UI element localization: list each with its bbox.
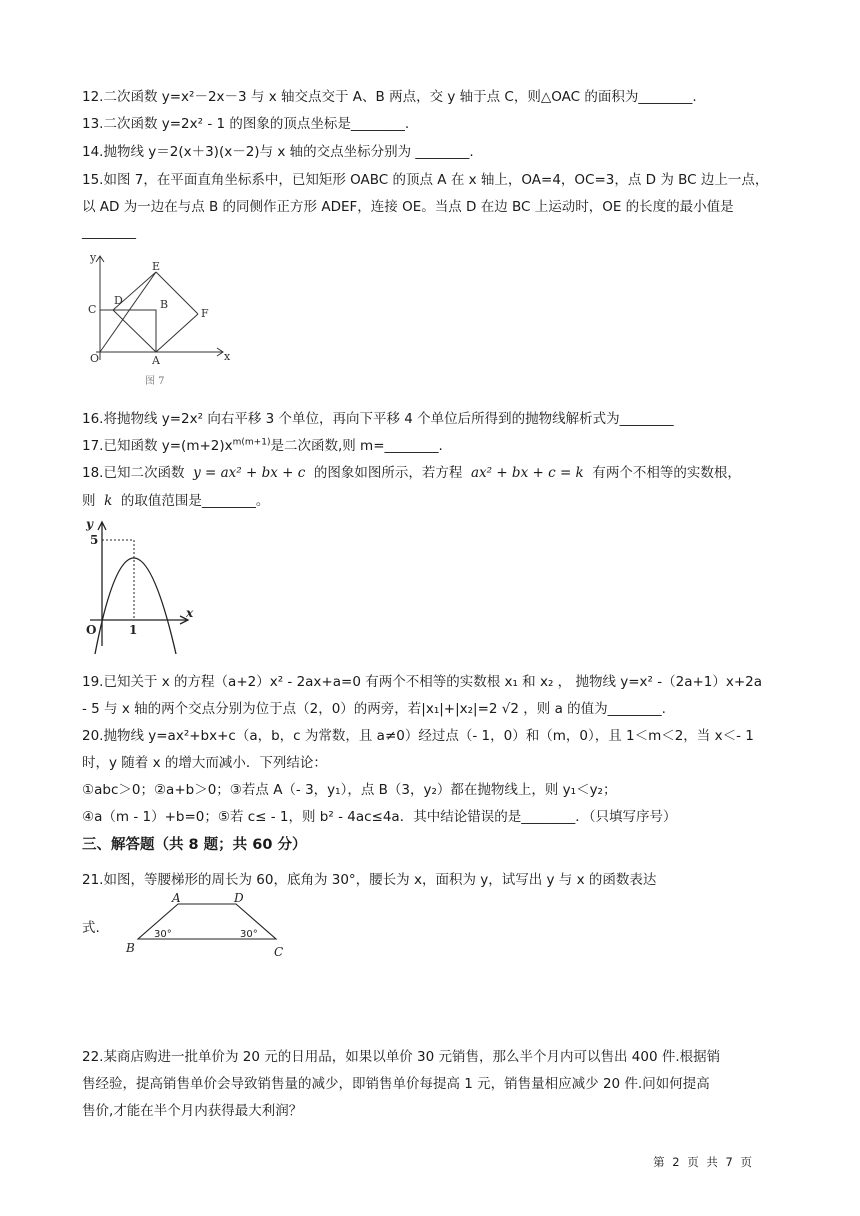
question-12: 12.二次函数 y=x²－2x－3 与 x 轴交点交于 A、B 两点，交 y 轴于点 C，则△OAC 的面积为________. (82, 89, 697, 105)
q18-line2-b: 的取值范围是________。 (120, 493, 270, 509)
fig21-d-label: D (234, 892, 244, 905)
fig7-e-label: E (152, 260, 161, 273)
question-20-line-4: ④a（m ‑ 1）+b=0；⑤若 c≤ ‑ 1，则 b² ‑ 4ac≤4a．其中结论错误的是________．（只填写序号） (82, 809, 677, 825)
fig7-b-label: B (160, 298, 169, 311)
q18-text-b: 的图象如图所示，若方程 (313, 465, 463, 481)
q18-equation-2: ax² + bx + c = k (470, 465, 584, 481)
page-footer: 第 2 页 共 7 页 (653, 1155, 754, 1169)
question-15-line-1: 15.如图 7，在平面直角坐标系中，已知矩形 OABC 的顶点 A 在 x 轴上，OA=4，OC=3，点 D 为 BC 边上一点， (82, 172, 769, 188)
fig7-o-label: O (90, 352, 100, 365)
question-16: 16.将抛物线 y=2x² 向右平移 3 个单位，再向下平移 4 个单位后所得到的抛物线解析式为________ (82, 411, 674, 427)
section-3-heading: 三、解答题（共 8 题；共 60 分） (82, 837, 307, 853)
fig18-one-label: 1 (129, 623, 138, 637)
question-20-line-2: 时，y 随着 x 的增大而减小．下列结论： (82, 755, 327, 771)
question-20-line-3: ①abc＞0；②a+b＞0；③若点 A（‑ 3，y₁），点 B（3，y₂）都在抛物线上，则 y₁＜y₂； (82, 782, 617, 798)
question-20-line-1: 20.抛物线 y=ax²+bx+c（a，b，c 为常数，且 a≠0）经过点（‑ 1，0）和（m，0），且 1＜m＜2，当 x＜‑ 1 (82, 728, 754, 744)
question-22-line-1: 22.某商店购进一批单价为 20 元的日用品，如果以单价 30 元销售，那么半个月内可以售出 400 件.根据销 (82, 1049, 721, 1065)
fig18-five-label: 5 (90, 533, 99, 547)
fig21-angle-left: 30° (154, 929, 172, 940)
q18-text-c: 有两个不相等的实数根， (592, 465, 741, 481)
fig7-f-label: F (201, 307, 209, 320)
q17-exponent: m(m+1) (232, 437, 271, 448)
question-18-line-1 (82, 463, 741, 483)
fig7-x-label: x (224, 350, 231, 363)
figure-7 (78, 248, 238, 388)
question-21-line-2: 式. (82, 920, 100, 936)
fig7-caption: 图 7 (145, 376, 165, 387)
q18-line2-a: 则 (82, 493, 96, 509)
figure-18-parabola (80, 514, 200, 656)
question-19-line-2: ‑ 5 与 x 轴的两个交点分别为位于点（2，0）的两旁，若|x₁|+|x₂|=2 √2 ，则 a 的值为________. (82, 701, 666, 717)
question-15-line-2: 以 AD 为一边在与点 B 的同侧作正方形 ADEF，连接 OE。当点 D 在边 BC 上运动时，OE 的长度的最小值是 (82, 199, 734, 215)
fig7-d-label: D (114, 294, 123, 307)
fig18-x-label: x (186, 606, 194, 620)
question-22-line-2: 售经验，提高销售单价会导致销售量的减少，即销售单价每提高 1 元，销售量相应减少 20 件.问如何提高 (82, 1076, 710, 1092)
q18-k: k (104, 493, 113, 509)
question-17 (82, 436, 443, 456)
question-14: 14.抛物线 y＝2(x＋3)(x－2)与 x 轴的交点坐标分别为 ________. (82, 144, 474, 160)
figure-21-trapezoid (118, 892, 298, 962)
q17-text-b: 是二次函数,则 m=________. (270, 438, 443, 454)
fig7-a-label: A (152, 354, 160, 367)
fig21-a-label: A (172, 892, 181, 905)
question-21-line-1: 21.如图，等腰梯形的周长为 60，底角为 30°，腰长为 x，面积为 y，试写出 y 与 x 的函数表达 (82, 872, 657, 888)
q18-text-a: 18.已知二次函数 (82, 465, 185, 481)
fig18-o-label: O (86, 623, 97, 637)
fig21-b-label: B (126, 941, 135, 955)
fig18-y-label: y (86, 517, 93, 531)
fig7-c-label: C (88, 303, 97, 316)
question-15-line-3: ________ (82, 224, 136, 240)
question-13: 13.二次函数 y=2x² ‑ 1 的图象的顶点坐标是________. (82, 116, 410, 132)
question-22-line-3: 售价,才能在半个月内获得最大利润？ (82, 1103, 303, 1119)
fig21-angle-right: 30° (240, 929, 258, 940)
q17-text-a: 17.已知函数 y=(m+2)x (82, 438, 233, 454)
question-19-line-1: 19.已知关于 x 的方程（a+2）x² ‑ 2ax+a=0 有两个不相等的实数根 x₁ 和 x₂ ， 抛物线 y=x² ‑（2a+1）x+2a (82, 674, 763, 690)
fig7-y-label: y (90, 251, 97, 264)
q18-equation-1: y = ax² + bx + c (193, 465, 306, 481)
fig21-c-label: C (274, 945, 284, 959)
question-18-line-2 (82, 491, 269, 511)
